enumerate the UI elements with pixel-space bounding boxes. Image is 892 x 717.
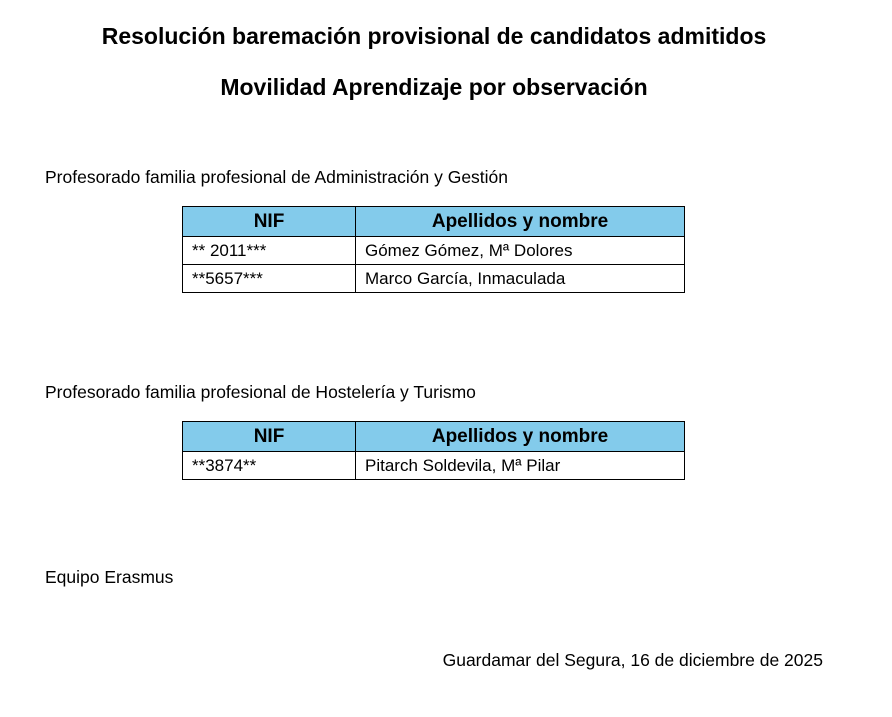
section-heading-administracion: Profesorado familia profesional de Administración y Gestión bbox=[45, 167, 509, 187]
document-subtitle: Movilidad Aprendizaje por observación bbox=[220, 74, 648, 100]
table-header-row bbox=[183, 422, 685, 452]
signature-text: Equipo Erasmus bbox=[45, 567, 174, 587]
table-row bbox=[183, 237, 685, 265]
table-row bbox=[183, 452, 685, 480]
column-header-name: Apellidos y nombre bbox=[356, 207, 685, 237]
cell-nif: **5657*** bbox=[183, 265, 356, 293]
document-title: Resolución baremación provisional de candidatos admitidos bbox=[101, 23, 767, 49]
table-row bbox=[183, 265, 685, 293]
candidates-table-administracion bbox=[182, 206, 685, 293]
cell-name: Pitarch Soldevila, Mª Pilar bbox=[356, 452, 685, 480]
column-header-nif: NIF bbox=[183, 207, 356, 237]
cell-name: Gómez Gómez, Mª Dolores bbox=[356, 237, 685, 265]
cell-name: Marco García, Inmaculada bbox=[356, 265, 685, 293]
column-header-name: Apellidos y nombre bbox=[356, 422, 685, 452]
candidates-table-hosteleria bbox=[182, 421, 685, 480]
place-date-text: Guardamar del Segura, 16 de diciembre de 2025 bbox=[442, 650, 823, 670]
table-header-row bbox=[183, 207, 685, 237]
section-heading-hosteleria: Profesorado familia profesional de Hostelería y Turismo bbox=[45, 382, 476, 402]
column-header-nif: NIF bbox=[183, 422, 356, 452]
cell-nif: ** 2011*** bbox=[183, 237, 356, 265]
cell-nif: **3874** bbox=[183, 452, 356, 480]
